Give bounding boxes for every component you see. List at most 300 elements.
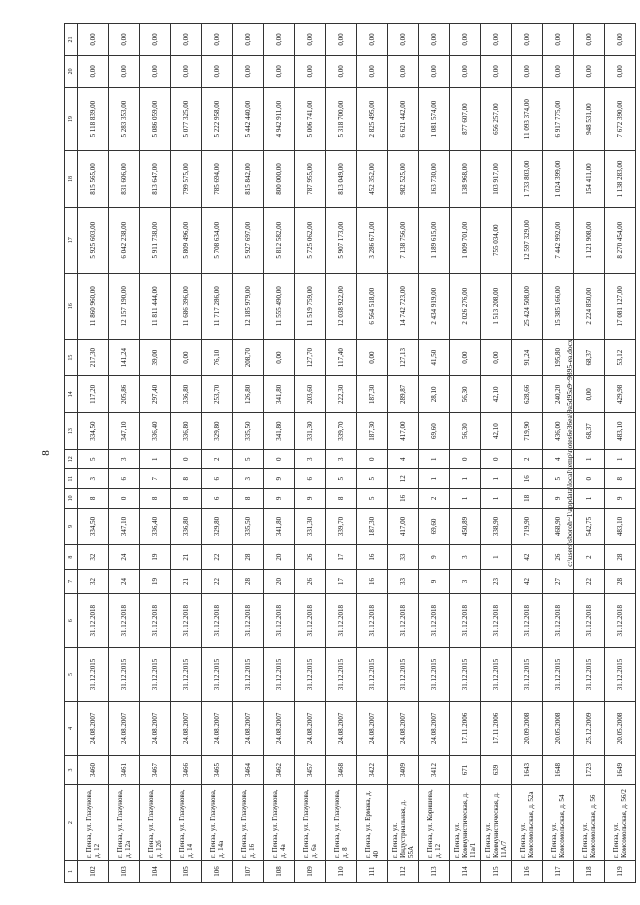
table-cell: 31.12.2015 <box>140 647 171 701</box>
table-cell: 815 565,00 <box>78 150 109 206</box>
table-cell: 8 <box>326 488 357 508</box>
table-cell: 4 <box>543 449 574 469</box>
table-cell: 0,00 <box>171 339 202 376</box>
table-cell: 17.11.2006 <box>450 701 481 755</box>
table-cell: 3468 <box>326 755 357 784</box>
table-cell: 0,00 <box>388 23 419 55</box>
table-cell: 8 <box>171 468 202 488</box>
table-cell: 56,30 <box>450 412 481 449</box>
table-cell: 656 257,00 <box>481 87 512 151</box>
table-row <box>450 23 481 882</box>
table-cell: 8 <box>78 488 109 508</box>
table-cell: 117,40 <box>326 339 357 376</box>
table-cell: 7 138 756,00 <box>388 207 419 273</box>
table-cell: 12 038 922,00 <box>326 273 357 339</box>
table-cell: 11 519 759,00 <box>295 273 326 339</box>
address-cell: г. Пенза, ул. Комсомольская, д. 56/2 <box>605 784 636 860</box>
table-cell: 0,00 <box>295 23 326 55</box>
table-row <box>233 23 264 882</box>
address-cell: г. Пенза, ул. Комсомольская, д. 56 <box>574 784 605 860</box>
table-cell: 31.12.2018 <box>512 593 543 647</box>
table-cell: 127,70 <box>295 339 326 376</box>
table-cell: 8 <box>171 488 202 508</box>
table-cell: 104 <box>140 860 171 882</box>
table-cell: 217,30 <box>78 339 109 376</box>
table-cell: 336,40 <box>140 508 171 545</box>
table-cell: 483,10 <box>605 508 636 545</box>
table-cell: 338,90 <box>481 508 512 545</box>
table-cell: 5 <box>233 449 264 469</box>
table-cell: 468,90 <box>543 508 574 545</box>
table-cell: 19 <box>140 544 171 568</box>
table-cell: 0,00 <box>574 55 605 87</box>
table-row <box>388 23 419 882</box>
table-cell: 31.12.2015 <box>357 647 388 701</box>
address-cell: г. Пенза, ул. Коришева, д. 12 <box>419 784 450 860</box>
table-cell: 0,00 <box>450 55 481 87</box>
table-cell: 5 283 353,00 <box>109 87 140 151</box>
column-header: 10 <box>65 488 78 508</box>
table-cell: 628,66 <box>512 376 543 413</box>
table-cell: 5 <box>543 468 574 488</box>
table-cell: 28,10 <box>419 376 450 413</box>
table-cell: 329,80 <box>202 412 233 449</box>
table-cell: 108 <box>264 860 295 882</box>
table-cell: 948 531,00 <box>574 87 605 151</box>
table-cell: 9 <box>543 488 574 508</box>
table-cell: 3 <box>78 468 109 488</box>
table-cell: 671 <box>450 755 481 784</box>
table-cell: 9 <box>419 569 450 593</box>
table-cell: 0,00 <box>264 55 295 87</box>
table-cell: 31.12.2015 <box>605 647 636 701</box>
table-cell: 187,30 <box>357 412 388 449</box>
table-cell: 11 860 960,00 <box>78 273 109 339</box>
table-cell: 2 026 276,00 <box>450 273 481 339</box>
table-cell: 0,00 <box>357 23 388 55</box>
table-row <box>326 23 357 882</box>
table-cell: 1 <box>574 449 605 469</box>
table-cell: 22 <box>202 569 233 593</box>
table-cell: 0,00 <box>109 23 140 55</box>
column-header: 4 <box>65 701 78 755</box>
table-cell: 1643 <box>512 755 543 784</box>
table-cell: 31.12.2018 <box>202 593 233 647</box>
table-cell: 12 185 979,00 <box>233 273 264 339</box>
table-cell: 68,37 <box>574 339 605 376</box>
table-cell: 0,00 <box>171 55 202 87</box>
table-cell: 11 093 374,00 <box>512 87 543 151</box>
table-cell: 341,80 <box>264 508 295 545</box>
table-cell: 450,89 <box>450 508 481 545</box>
table-cell: 31.12.2015 <box>326 647 357 701</box>
table-cell: 69,60 <box>419 412 450 449</box>
table-cell: 240,20 <box>543 376 574 413</box>
address-cell: г. Пенза, ул. Глазунова, д. 12 <box>78 784 109 860</box>
table-cell: 119 <box>605 860 636 882</box>
table-cell: 3 <box>450 569 481 593</box>
table-cell: 7 672 390,00 <box>605 87 636 151</box>
table-cell: 31.12.2015 <box>543 647 574 701</box>
address-cell: г. Пенза, ул. Глазунова, д. 12а <box>109 784 140 860</box>
table-cell: 813 049,00 <box>326 150 357 206</box>
table-cell: 3467 <box>140 755 171 784</box>
table-cell: 982 525,00 <box>388 150 419 206</box>
table-cell: 23 <box>481 569 512 593</box>
table-cell: 31.12.2015 <box>574 647 605 701</box>
table-cell: 31.12.2015 <box>109 647 140 701</box>
table-cell: 24.08.2007 <box>295 701 326 755</box>
data-table <box>64 23 636 883</box>
table-cell: 118 <box>574 860 605 882</box>
table-cell: 1 <box>481 544 512 568</box>
table-cell: 0 <box>357 449 388 469</box>
table-cell: 785 694,00 <box>202 150 233 206</box>
table-cell: 0,00 <box>481 55 512 87</box>
table-cell: 6 042 238,00 <box>109 207 140 273</box>
table-cell: 1 121 908,00 <box>574 207 605 273</box>
table-cell: 24 <box>109 544 140 568</box>
table-cell: 417,00 <box>388 508 419 545</box>
table-cell: 116 <box>512 860 543 882</box>
table-cell: 0,00 <box>419 55 450 87</box>
table-row <box>605 23 636 882</box>
table-cell: 5 812 582,00 <box>264 207 295 273</box>
table-cell: 9 <box>419 544 450 568</box>
table-cell: 0,00 <box>233 23 264 55</box>
table-row <box>109 23 140 882</box>
table-cell: 3 <box>450 544 481 568</box>
table-cell: 31.12.2015 <box>450 647 481 701</box>
table-cell: 11 811 444,00 <box>140 273 171 339</box>
table-cell: 17.11.2006 <box>481 701 512 755</box>
table-cell: 831 606,00 <box>109 150 140 206</box>
table-cell: 205,86 <box>109 376 140 413</box>
table-cell: 76,10 <box>202 339 233 376</box>
table-row <box>357 23 388 882</box>
table-cell: 32 <box>78 544 109 568</box>
table-cell: 0,00 <box>388 55 419 87</box>
table-cell: 0,00 <box>605 23 636 55</box>
table-cell: 31.12.2018 <box>140 593 171 647</box>
table-cell: 22 <box>202 544 233 568</box>
table-cell: 800 000,00 <box>264 150 295 206</box>
table-cell: 203,60 <box>295 376 326 413</box>
column-header: 11 <box>65 468 78 488</box>
address-cell: г. Пенза, ул. Комсомольская, д. 52а <box>512 784 543 860</box>
table-cell: 110 <box>326 860 357 882</box>
table-cell: 14 742 723,00 <box>388 273 419 339</box>
table-cell: 3457 <box>295 755 326 784</box>
table-cell: 719,90 <box>512 412 543 449</box>
column-header: 20 <box>65 55 78 87</box>
table-cell: 0,00 <box>326 23 357 55</box>
table-cell: 1649 <box>605 755 636 784</box>
table-cell: 0,00 <box>264 339 295 376</box>
table-cell: 4 <box>388 449 419 469</box>
table-cell: 107 <box>233 860 264 882</box>
table-cell: 331,30 <box>295 508 326 545</box>
table-cell: 31.12.2015 <box>295 647 326 701</box>
table-cell: 1 081 574,00 <box>419 87 450 151</box>
table-cell: 1723 <box>574 755 605 784</box>
table-cell: 452 352,00 <box>357 150 388 206</box>
table-cell: 0,00 <box>605 55 636 87</box>
table-cell: 1 <box>419 449 450 469</box>
table-cell: 117 <box>543 860 574 882</box>
table-cell: 6 564 518,00 <box>357 273 388 339</box>
table-cell: 68,37 <box>574 412 605 449</box>
table-cell: 26 <box>295 569 326 593</box>
address-cell: г. Пенза, ул. Глазунова, д. 8 <box>326 784 357 860</box>
table-cell: 0,00 <box>109 55 140 87</box>
column-header: 9 <box>65 508 78 545</box>
table-cell: 208,70 <box>233 339 264 376</box>
table-cell: 331,30 <box>295 412 326 449</box>
table-cell: 6 <box>202 488 233 508</box>
table-cell: 31.12.2018 <box>326 593 357 647</box>
table-cell: 336,80 <box>171 508 202 545</box>
table-cell: 31.12.2018 <box>419 593 450 647</box>
table-cell: 11 555 490,00 <box>264 273 295 339</box>
table-cell: 0,00 <box>512 23 543 55</box>
table-cell: 3461 <box>109 755 140 784</box>
table-cell: 0,00 <box>78 55 109 87</box>
table-cell: 347,10 <box>109 412 140 449</box>
table-cell: 1 <box>481 468 512 488</box>
table-cell: 102 <box>78 860 109 882</box>
table-cell: 138 968,00 <box>450 150 481 206</box>
table-cell: 114 <box>450 860 481 882</box>
table-cell: 2 <box>419 488 450 508</box>
table-cell: 20 <box>264 544 295 568</box>
table-cell: 5 927 697,00 <box>233 207 264 273</box>
table-cell: 9 <box>264 468 295 488</box>
table-cell: 417,00 <box>388 412 419 449</box>
table-cell: 24.08.2007 <box>78 701 109 755</box>
table-cell: 1 <box>450 468 481 488</box>
table-cell: 1 733 803,00 <box>512 150 543 206</box>
table-cell: 31.12.2015 <box>171 647 202 701</box>
table-cell: 336,40 <box>140 412 171 449</box>
address-cell: г. Пенза, ул. Коммунистическая, д. 11А/7 <box>481 784 512 860</box>
table-cell: 341,80 <box>264 412 295 449</box>
table-cell: 253,70 <box>202 376 233 413</box>
table-cell: 5 911 738,00 <box>140 207 171 273</box>
column-header: 18 <box>65 150 78 206</box>
table-cell: 5 118 839,00 <box>78 87 109 151</box>
table-cell: 2 <box>512 449 543 469</box>
table-cell: 4 942 911,00 <box>264 87 295 151</box>
table-row <box>512 23 543 882</box>
table-cell: 0,00 <box>450 339 481 376</box>
table-cell: 877 607,00 <box>450 87 481 151</box>
table-cell: 5 077 325,00 <box>171 87 202 151</box>
table-cell: 813 647,00 <box>140 150 171 206</box>
table-cell: 154 411,00 <box>574 150 605 206</box>
table-cell: 31.12.2018 <box>357 593 388 647</box>
table-cell: 0 <box>450 449 481 469</box>
column-header: 13 <box>65 412 78 449</box>
table-cell: 31.12.2018 <box>450 593 481 647</box>
table-cell: 15 385 166,00 <box>543 273 574 339</box>
table-cell: 3466 <box>171 755 202 784</box>
table-cell: 3 <box>326 449 357 469</box>
table-cell: 0,00 <box>140 55 171 87</box>
table-cell: 5 <box>326 468 357 488</box>
table-cell: 0,00 <box>264 23 295 55</box>
table-cell: 126,80 <box>233 376 264 413</box>
table-cell: 0,00 <box>450 23 481 55</box>
table-cell: 31.12.2018 <box>295 593 326 647</box>
table-cell: 5 <box>357 488 388 508</box>
table-cell: 26 <box>295 544 326 568</box>
table-cell: 799 575,00 <box>171 150 202 206</box>
table-cell: 347,10 <box>109 508 140 545</box>
table-cell: 24.08.2007 <box>140 701 171 755</box>
table-cell: 20.05.2008 <box>543 701 574 755</box>
header-row <box>65 23 78 882</box>
table-cell: 334,50 <box>78 508 109 545</box>
table-cell: 12 597 329,00 <box>512 207 543 273</box>
table-cell: 56,30 <box>450 376 481 413</box>
table-cell: 436,00 <box>543 412 574 449</box>
table-cell: 20.09.2008 <box>512 701 543 755</box>
table-cell: 31.12.2015 <box>264 647 295 701</box>
table-cell: 9 <box>264 488 295 508</box>
table-cell: 5 222 958,00 <box>202 87 233 151</box>
table-cell: 0,00 <box>233 55 264 87</box>
table-cell: 28 <box>233 544 264 568</box>
table-row <box>171 23 202 882</box>
table-cell: 28 <box>605 544 636 568</box>
table-cell: 1 189 615,00 <box>419 207 450 273</box>
table-cell: 0,00 <box>357 55 388 87</box>
table-cell: 163 730,00 <box>419 150 450 206</box>
table-cell: 11 717 286,00 <box>202 273 233 339</box>
table-cell: 0 <box>171 449 202 469</box>
table-cell: 0,00 <box>543 55 574 87</box>
address-cell: г. Пенза, ул. Глазунова, д. 12б <box>140 784 171 860</box>
table-cell: 339,70 <box>326 412 357 449</box>
table-cell: 16 <box>357 544 388 568</box>
table-cell: 17 <box>326 569 357 593</box>
address-cell: г. Пенза, ул. Глазунова, д. 14 <box>171 784 202 860</box>
table-cell: 3 <box>233 468 264 488</box>
table-row <box>481 23 512 882</box>
table-cell: 31.12.2015 <box>202 647 233 701</box>
table-cell: 1 009 701,00 <box>450 207 481 273</box>
table-cell: 3 <box>109 449 140 469</box>
table-cell: 69,60 <box>419 508 450 545</box>
column-header: 17 <box>65 207 78 273</box>
table-cell: 24.08.2007 <box>171 701 202 755</box>
table-cell: 33 <box>388 569 419 593</box>
table-cell: 5 086 059,00 <box>140 87 171 151</box>
table-cell: 0,00 <box>543 23 574 55</box>
table-cell: 8 270 454,00 <box>605 207 636 273</box>
table-cell: 24.08.2007 <box>202 701 233 755</box>
column-header: 1 <box>65 860 78 882</box>
column-header: 14 <box>65 376 78 413</box>
table-cell: 103 <box>109 860 140 882</box>
table-cell: 0,00 <box>295 55 326 87</box>
column-header: 16 <box>65 273 78 339</box>
table-cell: 2 825 495,00 <box>357 87 388 151</box>
table-cell: 8 <box>233 488 264 508</box>
table-cell: 5 318 700,00 <box>326 87 357 151</box>
table-cell: 2 <box>202 449 233 469</box>
table-cell: 5 809 496,00 <box>171 207 202 273</box>
table-cell: 3412 <box>419 755 450 784</box>
table-cell: 112 <box>388 860 419 882</box>
table-cell: 3465 <box>202 755 233 784</box>
column-header: 5 <box>65 647 78 701</box>
table-cell: 3 <box>295 449 326 469</box>
table-cell: 106 <box>202 860 233 882</box>
table-cell: 31.12.2015 <box>233 647 264 701</box>
table-cell: 31.12.2018 <box>481 593 512 647</box>
table-cell: 2 224 850,00 <box>574 273 605 339</box>
table-cell: 336,80 <box>171 376 202 413</box>
table-cell: 42 <box>512 544 543 568</box>
table-cell: 336,80 <box>171 412 202 449</box>
table-cell: 5 006 741,00 <box>295 87 326 151</box>
table-cell: 5 442 440,00 <box>233 87 264 151</box>
table-cell: 31.12.2015 <box>481 647 512 701</box>
table-cell: 6 621 442,00 <box>388 87 419 151</box>
table-cell: 187,30 <box>357 376 388 413</box>
table-cell: 1 <box>605 449 636 469</box>
table-cell: 7 <box>140 468 171 488</box>
table-cell: 5 <box>357 468 388 488</box>
column-header: 19 <box>65 87 78 151</box>
column-header: 2 <box>65 784 78 860</box>
table-cell: 103 917,00 <box>481 150 512 206</box>
table-cell: 3462 <box>264 755 295 784</box>
table-cell: 31.12.2018 <box>574 593 605 647</box>
table-cell: 1648 <box>543 755 574 784</box>
table-cell: 335,50 <box>233 508 264 545</box>
address-cell: г. Пенза, ул. Глазунова, д. 6а <box>295 784 326 860</box>
table-cell: 3409 <box>388 755 419 784</box>
table-cell: 5 <box>78 449 109 469</box>
table-row <box>574 23 605 882</box>
table-cell: 113 <box>419 860 450 882</box>
table-cell: 0,00 <box>574 23 605 55</box>
table-cell: 17 <box>326 544 357 568</box>
table-cell: 16 <box>357 569 388 593</box>
column-header: 3 <box>65 755 78 784</box>
table-cell: 0 <box>264 449 295 469</box>
table-cell: 32 <box>78 569 109 593</box>
address-cell: г. Пенза, ул. Глазунова, д. 4а <box>264 784 295 860</box>
table-cell: 0,00 <box>481 23 512 55</box>
table-cell: 22 <box>574 569 605 593</box>
table-cell: 53,12 <box>605 339 636 376</box>
table-cell: 0,00 <box>202 23 233 55</box>
table-cell: 9 <box>605 488 636 508</box>
table-cell: 195,80 <box>543 339 574 376</box>
table-cell: 42,10 <box>481 412 512 449</box>
table-cell: 335,50 <box>233 412 264 449</box>
table-cell: 26 <box>543 544 574 568</box>
table-cell: 0,00 <box>574 376 605 413</box>
table-cell: 24.08.2007 <box>109 701 140 755</box>
address-cell: г. Пенза, ул. Глазунова, д. 14а <box>202 784 233 860</box>
address-cell: г. Пенза, ул. Коммунистическая, д. 11а/1 <box>450 784 481 860</box>
table-cell: 111 <box>357 860 388 882</box>
